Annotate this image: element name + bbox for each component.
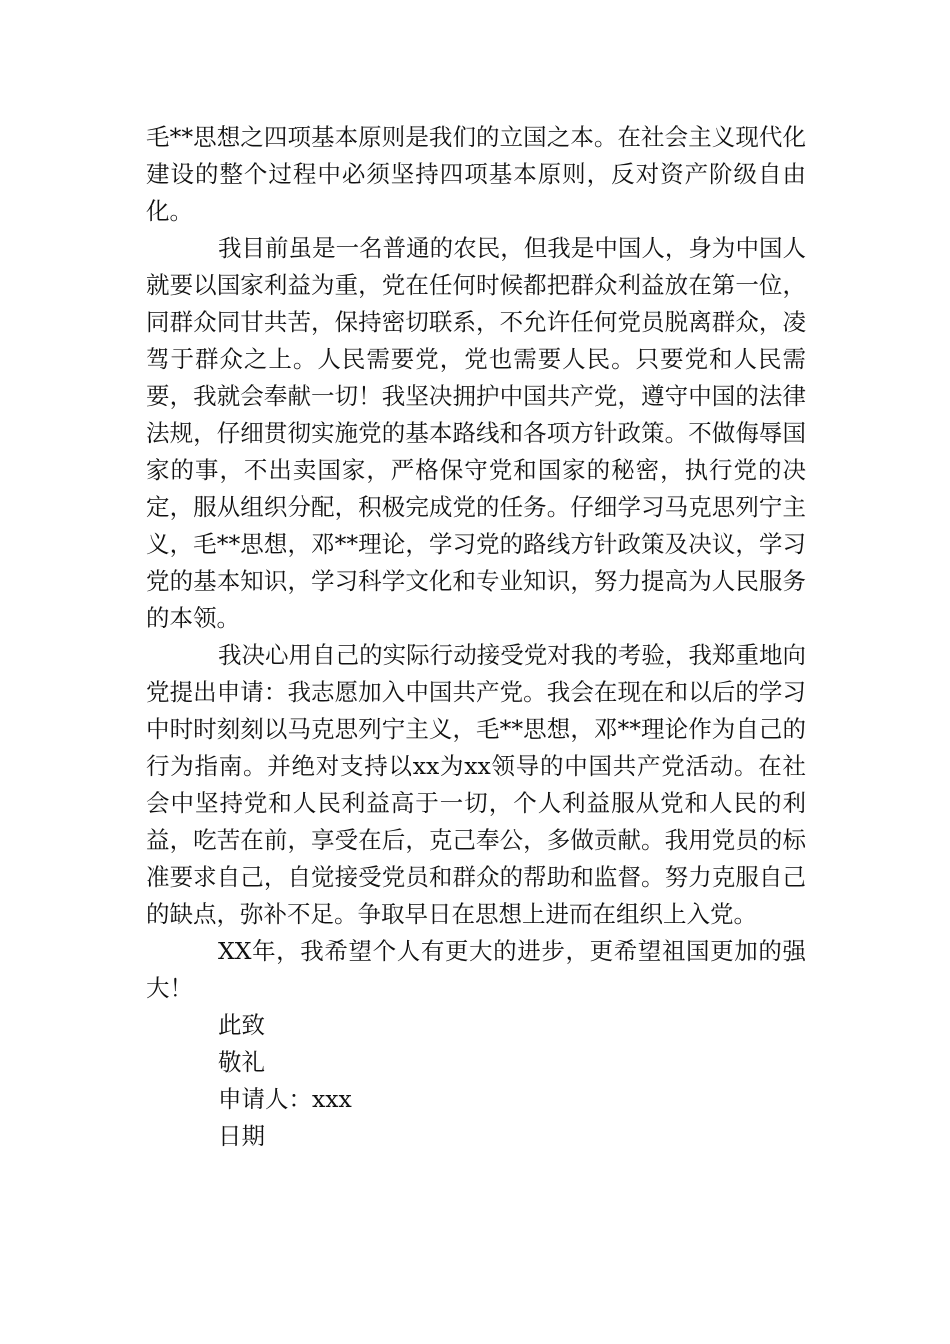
paragraph-hope: XX年，我希望个人有更大的进步，更希望祖国更加的强大！ <box>146 937 806 1002</box>
closing-regards: 敬礼 <box>218 1048 265 1076</box>
paragraph-application: 我决心用自己的实际行动接受党对我的考验，我郑重地向党提出申请：我志愿加入中国共产党。我会在现在和以后的学习中时时刻刻以马克思列宁主义，毛**思想，邓**理论作为自己的行为指南。并绝对支持以xx为xx领导的中国共产党活动。在社会中坚持党和人民利益高于一切，个人利益服从党和人民的利益，吃苦在前，享受在后，克己奉公，多做贡献。我用党员的标准要求自己，自觉接受党员和群众的帮助和监督。努力克服自己的缺点，弥补不足。争取早日在思想上进而在组织上入党。 <box>146 641 806 928</box>
applicant-signature: 申请人：xxx <box>218 1085 352 1113</box>
document-page <box>146 119 806 1155</box>
paragraph-principles: 毛**思想之四项基本原则是我们的立国之本。在社会主义现代化建设的整个过程中必须坚持四项基本原则，反对资产阶级自由化。 <box>146 123 806 225</box>
date-line: 日期 <box>218 1122 265 1150</box>
closing-salutation: 此致 <box>218 1011 265 1039</box>
paragraph-commitment: 我目前虽是一名普通的农民，但我是中国人，身为中国人就要以国家利益为重，党在任何时候都把群众利益放在第一位，同群众同甘共苦，保持密切联系，不允许任何党员脱离群众，凌驾于群众之上。人民需要党，党也需要人民。只要党和人民需要，我就会奉献一切！我坚决拥护中国共产党，遵守中国的法律法规，仔细贯彻实施党的基本路线和各项方针政策。不做侮辱国家的事，不出卖国家，严格保守党和国家的秘密，执行党的决定，服从组织分配，积极完成党的任务。仔细学习马克思列宁主义，毛**思想，邓**理论，学习党的路线方针政策及决议，学习党的基本知识，学习科学文化和专业知识，努力提高为人民服务的本领。 <box>146 234 806 632</box>
